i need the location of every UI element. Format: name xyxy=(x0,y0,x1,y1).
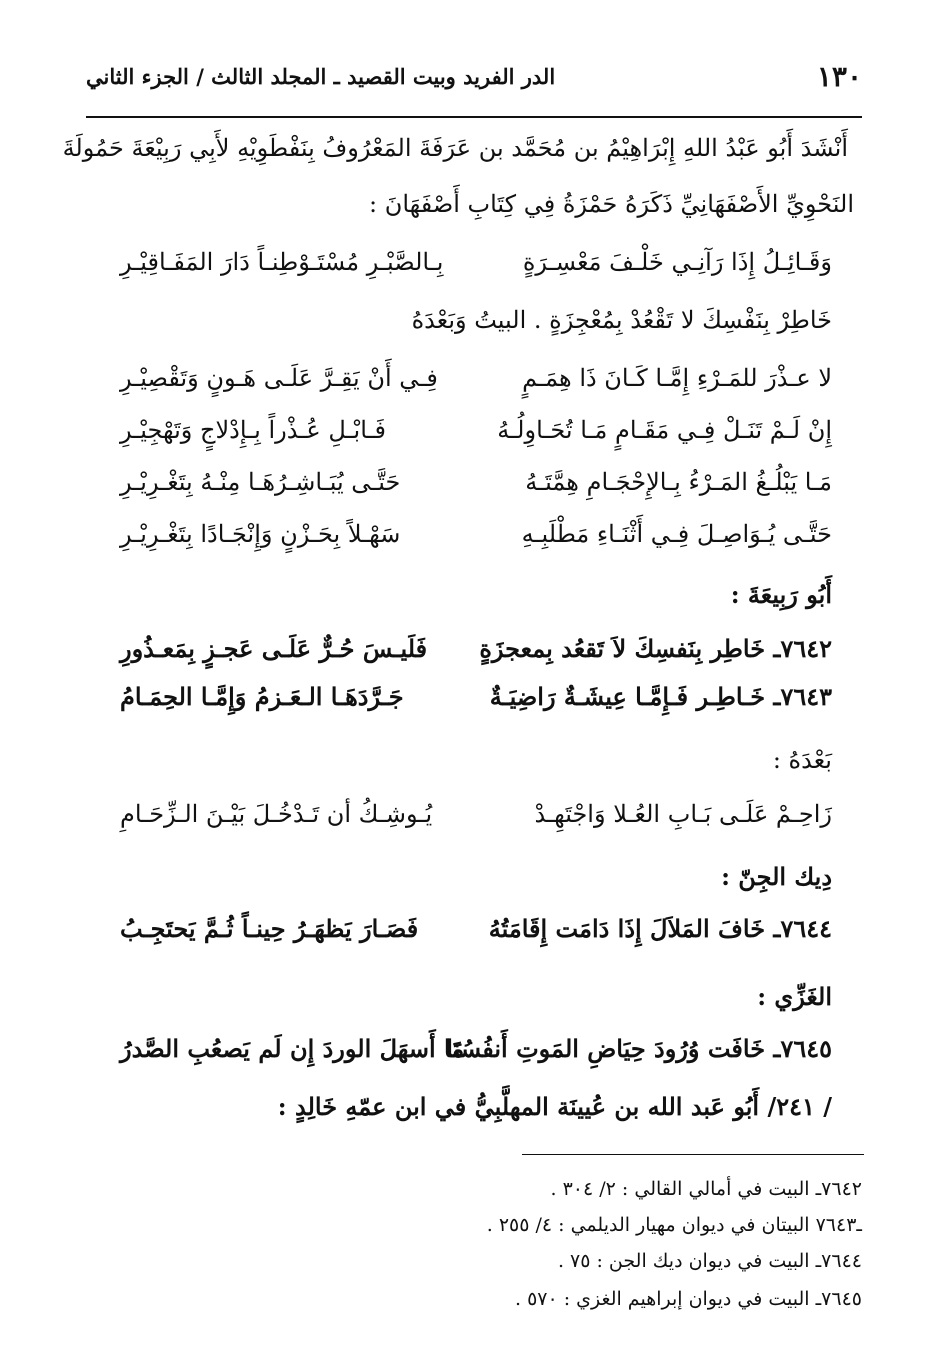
verse-hemistich-left: حَتَّـى يُبَـاشِـرُهَـا مِنْـهُ بِتَغْـرِيْـرِ xyxy=(120,468,401,496)
footnote-rule xyxy=(522,1154,864,1155)
verse-hemistich-right: حَتَّـى يُـوَاصِـلَ فِـي أَثْنَـاءِ مَطْلَبِـهِ xyxy=(521,520,832,548)
verse-hemistich-left: يُـوشِـكُ أن تَـدْخُـلَ بَيْـنَ الـزِّحَـامِ xyxy=(120,800,433,828)
verse-hemistich-right: ٧٦٤٢ـ خَاطِر بِنَفسِكَ لاَ تَقعُد بِمعجزَةٍ xyxy=(479,634,832,663)
closing-line: / ٢٤١/ أَبُو عَبد الله بن عُيينَة المهلَّبِيُّ في ابن عمّهِ خَالِدٍ : xyxy=(277,1092,832,1121)
verse-row xyxy=(0,520,944,560)
verse-row xyxy=(0,800,944,840)
verse-row xyxy=(0,468,944,508)
verse-hemistich-right: ٧٦٤٥ـ خَافَت وُرُودَ حِيَاضِ المَوتِ أَنفُسُنَا xyxy=(446,1034,832,1063)
running-title: الدر الفريد وبيت القصيد ـ المجلد الثالث / الجزء الثاني xyxy=(86,64,556,89)
footnote: ٧٦٤٢ـ البيت في أمالي القالي : ٢/ ٣٠٤ . xyxy=(550,1178,862,1200)
speaker-heading: دِيك الجِنّ : xyxy=(721,862,832,891)
verse-row xyxy=(0,914,944,954)
verse-hemistich-right: ٧٦٤٤ـ خَافَ المَلاَلَ إِذَا دَامَت إِقَامَتُهُ xyxy=(488,914,832,943)
verse-hemistich-right: إِنْ لَـمْ تَنَـلْ فِـي مَقَـامٍ مَـا تُحَـاوِلُـهُ xyxy=(497,416,832,444)
verse-hemistich-right: زَاحِـمْ عَلَـى بَـابِ العُـلا وَاجْتَهِـدْ xyxy=(534,800,832,828)
page-header xyxy=(86,60,862,100)
header-rule xyxy=(86,116,862,118)
verse-hemistich-left: جَـرَّدَهَـا الـعَـزمُ وَإِمَّـا الحِمَـامُ xyxy=(120,682,404,711)
verse-row xyxy=(0,634,944,674)
verse-hemistich-left: فَصَـارَ يَظهَـرُ حِينـاً ثُـمَّ يَحتَجِـبُ xyxy=(120,914,419,943)
verse-hemistich-left: بِـالصَّبْـرِ مُسْتَـوْطِنـاً دَارَ المَفَـاقِيْـرِ xyxy=(120,248,444,276)
verse-row xyxy=(0,682,944,722)
page-number: ١٣٠ xyxy=(816,60,862,93)
verse-hemistich-right: ٧٦٤٣ـ خَـاطِـر فَـإِمَّـا عِيشَـةٌ رَاضِيَـةٌ xyxy=(489,682,832,711)
verse-row xyxy=(0,416,944,456)
verse-hemistich-right: وَقَـائِـلُ إِذَا رَآنِـي خَلْـفَ مَعْسِـرَةٍ xyxy=(522,248,832,276)
intro-line-2: النَحْوِيِّ الأَصْفَهَانِيِّ ذَكَرَهُ حَمْزَةُ فِي كِتَابِ أَصْفَهَانَ : xyxy=(368,190,854,218)
verse-hemistich-left: فَلَيـسَ حُـرٌّ عَلَـى عَجـزٍ بِمَعـذُورِ xyxy=(120,634,428,663)
verse-hemistich-left: مَا أَسهَلَ الوردَ إِن لَم يَصعُبِ الصَّدرُ xyxy=(120,1034,465,1063)
verse-row xyxy=(0,1034,944,1074)
note-line: خَاطِرْ بِنَفْسِكَ لا تَقْعُدْ بِمُعْجِزَةٍ . البيتُ وَبَعْدَهُ xyxy=(411,306,832,334)
verse-row xyxy=(0,248,944,288)
speaker-heading: بَعْدَهُ : xyxy=(772,746,832,774)
verse-hemistich-right: مَـا يَبْلُـغُ المَـرْءُ بِـالإِحْجَـامِ هِمَّتَـهُ xyxy=(525,468,832,496)
footnote: ٧٦٤٥ـ البيت في ديوان إبراهيم الغزي : ٥٧٠ . xyxy=(514,1288,862,1310)
footnote: ٧٦٤٤ـ البيت في ديوان ديك الجن : ٧٥ . xyxy=(557,1250,862,1272)
verse-hemistich-right: لا عـذْرَ للمَـرْءِ إِمَّـا كَـانَ ذَا هِمَـمٍ xyxy=(522,364,832,392)
verse-row xyxy=(0,364,944,404)
verse-hemistich-left: سَهْـلاً بِحَـزْنٍ وَإِنْجَـادًا بِتَغْـرِيْـرِ xyxy=(120,520,401,548)
footnote: ـ٧٦٤٣ البيتان في ديوان مهيار الديلمي : ٤/ ٢٥٥ . xyxy=(486,1214,862,1236)
verse-hemistich-left: فَـابْـلِ عُـذْراً بِـإِدْلاجٍ وَتَهْجِيْـرِ xyxy=(120,416,387,444)
verse-hemistich-left: فِـي أَنْ يَقِـرَّ عَلَـى هَـونٍ وَتَقْصِيْـرِ xyxy=(120,364,438,392)
speaker-heading: الغَزِّي : xyxy=(757,982,832,1011)
speaker-heading: أَبُو رَبِيعَةَ : xyxy=(730,580,832,609)
intro-line-1: أَنْشَدَ أَبُو عَبْدُ اللهِ إِبْرَاهِيْمُ بن مُحَمَّد بن عَرَفَةَ المَعْرُوفُ بِنَفْطَوِيْهِ لأَبِي رَبِيْعَةَ حَمُولَةَ xyxy=(62,134,848,162)
